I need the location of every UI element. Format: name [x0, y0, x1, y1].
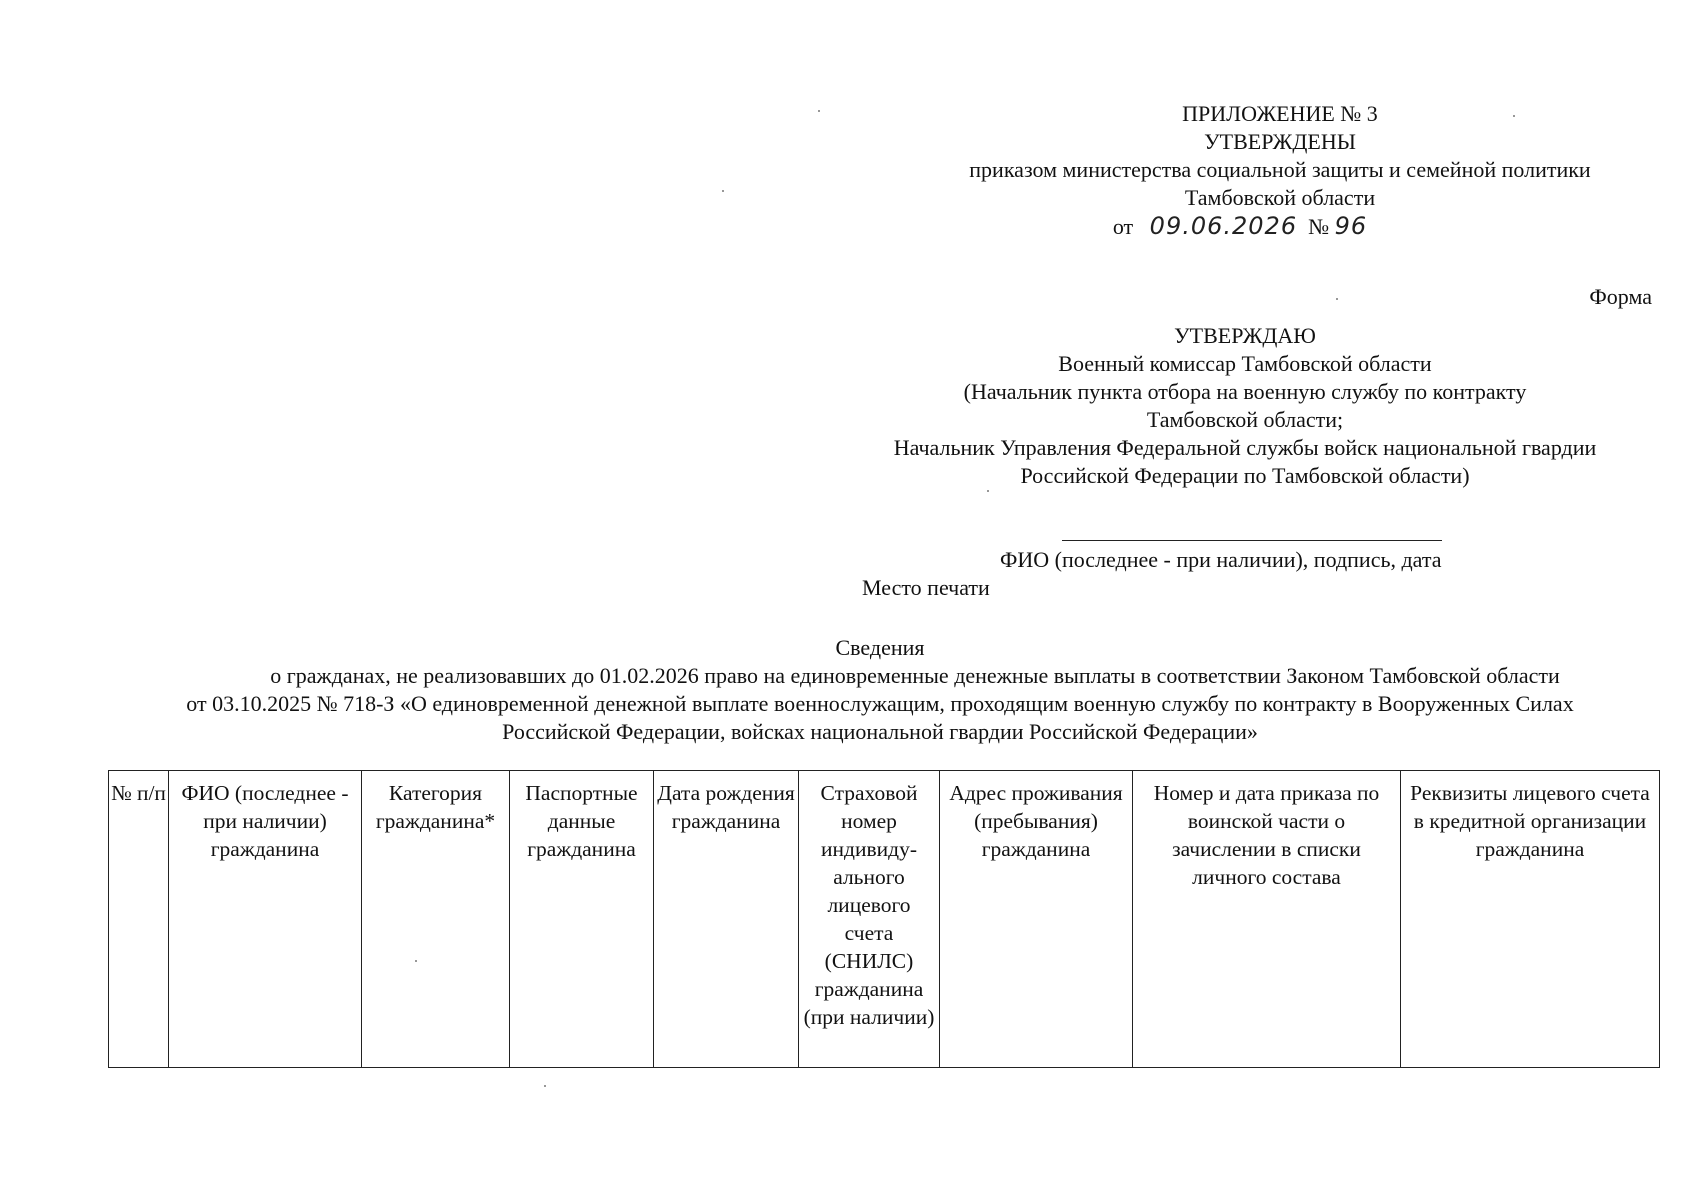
- info-title: Сведения: [835, 635, 925, 660]
- handwritten-date: 09.06.2026: [1149, 212, 1298, 240]
- col-bank-account: Реквизиты лицевого счета в кредитной организации гражданина: [1401, 771, 1660, 1068]
- col-order: Номер и дата приказа по воинской части о зачислении в списки личного состава: [1133, 771, 1401, 1068]
- approved-label: УТВЕРЖДЕНЫ: [1204, 129, 1356, 154]
- info-line-1: о гражданах, не реализовавших до 01.02.2026 право на единовременные денежные выплаты в соответствии Законом Тамбовской области: [270, 663, 1560, 688]
- col-address: Адрес проживания (пребывания) гражданина: [940, 771, 1133, 1068]
- scan-speck: [1336, 298, 1338, 300]
- info-title-block: [100, 634, 1660, 746]
- info-line-2: от 03.10.2025 № 718-З «О единовременной денежной выплате военнослужащим, проходящим военную службу по контракту в Вооруженных Силах: [186, 691, 1574, 716]
- approval-line-4: Начальник Управления Федеральной службы войск национальной гвардии: [893, 435, 1597, 460]
- scan-speck: [1513, 115, 1515, 117]
- signature-caption: ФИО (последнее - при наличии), подпись, дата: [1000, 547, 1442, 572]
- approval-line-2: (Начальник пункта отбора на военную службу по контракту: [963, 379, 1527, 404]
- approval-title: УТВЕРЖДАЮ: [1174, 323, 1316, 348]
- scan-speck: [722, 190, 724, 192]
- order-line-2: Тамбовской области: [1184, 185, 1376, 210]
- col-category: Категория гражданина*: [362, 771, 510, 1068]
- info-line-3: Российской Федерации, войсках национальной гвардии Российской Федерации»: [502, 719, 1258, 744]
- order-line-1: приказом министерства социальной защиты и семейной политики: [969, 157, 1591, 182]
- signature-line: [1062, 540, 1442, 541]
- stamp-place: Место печати: [862, 575, 990, 600]
- approval-line-3: Тамбовской области;: [1146, 407, 1344, 432]
- form-label: Форма: [1589, 284, 1652, 309]
- approval-line-1: Военный комиссар Тамбовской области: [1058, 351, 1432, 376]
- citizen-table: [108, 770, 1660, 1068]
- number-prefix: №: [1308, 214, 1330, 239]
- handwritten-number: 96: [1334, 212, 1368, 240]
- scan-speck: [818, 110, 820, 112]
- col-snils: Страховой номер индивиду-ального лицевого счета (СНИЛС) гражданина (при наличии): [799, 771, 940, 1068]
- order-date-line: [830, 212, 1650, 241]
- scan-speck: [544, 1085, 546, 1087]
- col-birth-date: Дата рождения гражданина: [654, 771, 799, 1068]
- col-full-name: ФИО (последнее - при наличии) гражданина: [169, 771, 362, 1068]
- date-prefix: от: [1112, 214, 1134, 239]
- appendix-header: [910, 100, 1650, 241]
- appendix-number: ПРИЛОЖЕНИЕ № 3: [1182, 101, 1378, 126]
- scan-speck: [415, 960, 417, 962]
- col-passport: Паспортные данные гражданина: [510, 771, 654, 1068]
- approval-line-5: Российской Федерации по Тамбовской области): [1020, 463, 1470, 488]
- scan-speck: [987, 490, 989, 492]
- approval-block: [840, 322, 1650, 490]
- table-header-row: [109, 771, 1660, 1068]
- col-number: № п/п: [109, 771, 169, 1068]
